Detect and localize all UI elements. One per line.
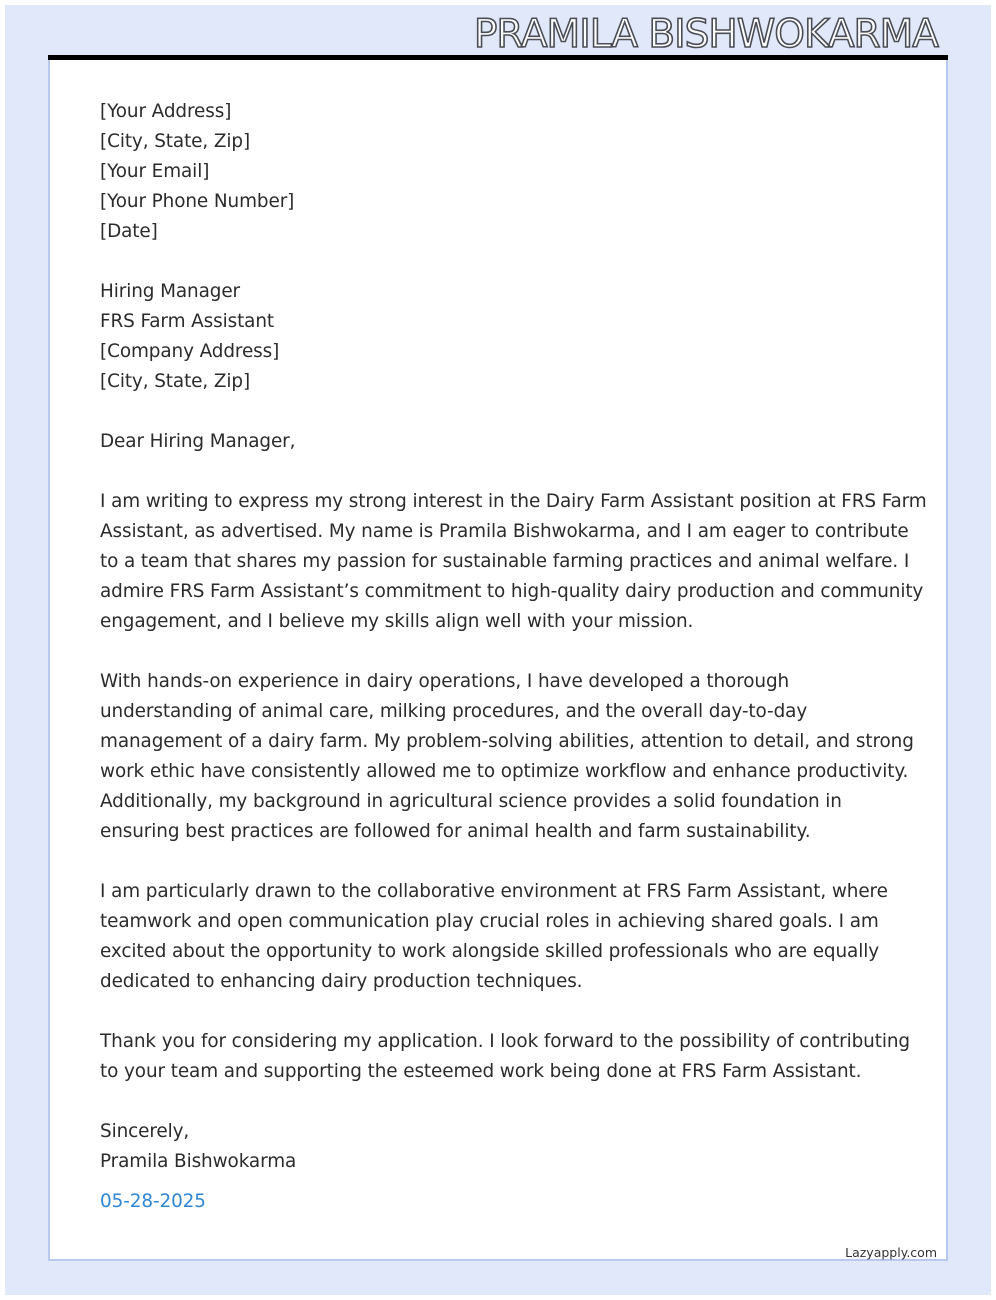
paragraph-line: dedicated to enhancing dairy production techniques. xyxy=(100,971,583,992)
paragraph-line: to a team that shares my passion for sustainable farming practices and animal welfare. I xyxy=(100,551,910,572)
recipient-company: FRS Farm Assistant xyxy=(100,311,275,332)
paragraph-line: excited about the opportunity to work alongside skilled professionals who are equally xyxy=(100,941,880,962)
paragraph-line: work ethic have consistently allowed me to optimize workflow and enhance productivity. xyxy=(100,761,909,782)
footer-date: 05-28-2025 xyxy=(100,1191,206,1212)
paragraph-line: Additionally, my background in agricultural science provides a solid foundation in xyxy=(100,791,842,812)
recipient-title: Hiring Manager xyxy=(100,281,240,302)
paragraph-line: I am writing to express my strong interest in the Dairy Farm Assistant position at FRS Farm xyxy=(100,491,927,512)
paragraph-line: admire FRS Farm Assistant’s commitment to high-quality dairy production and community xyxy=(100,581,924,602)
sender-phone: [Your Phone Number] xyxy=(100,191,295,212)
closing: Sincerely, xyxy=(100,1121,190,1142)
brand-watermark: Lazyapply.com xyxy=(845,1245,937,1260)
body-paragraph-3 xyxy=(100,877,900,997)
paragraph-line: With hands-on experience in dairy operations, I have developed a thorough xyxy=(100,671,790,692)
paragraph-line: I am particularly drawn to the collaborative environment at FRS Farm Assistant, where xyxy=(100,881,888,902)
applicant-name-header: PRAMILA BISHWOKARMA xyxy=(473,12,938,57)
paragraph-line: Thank you for considering my application. I look forward to the possibility of contributing xyxy=(100,1031,910,1052)
body-paragraph-2 xyxy=(100,667,914,847)
sender-date: [Date] xyxy=(100,221,158,242)
body-paragraph-1 xyxy=(100,487,927,637)
body-paragraph-4 xyxy=(100,1027,910,1087)
recipient-address: [Company Address] xyxy=(100,341,280,362)
letter-body xyxy=(100,97,927,1217)
paragraph-line: understanding of animal care, milking procedures, and the overall day-to-day xyxy=(100,701,808,722)
paragraph-line: management of a dairy farm. My problem-solving abilities, attention to detail, and strong xyxy=(100,731,914,752)
recipient-city-state-zip: [City, State, Zip] xyxy=(100,371,251,392)
paragraph-line: teamwork and open communication play crucial roles in achieving shared goals. I am xyxy=(100,911,879,932)
sender-email: [Your Email] xyxy=(100,161,210,182)
sender-city-state-zip: [City, State, Zip] xyxy=(100,131,251,152)
paragraph-line: to your team and supporting the esteemed work being done at FRS Farm Assistant. xyxy=(100,1061,862,1082)
sender-address: [Your Address] xyxy=(100,101,232,122)
salutation: Dear Hiring Manager, xyxy=(100,431,296,452)
signature-name: Pramila Bishwokarma xyxy=(100,1151,297,1172)
paragraph-line: ensuring best practices are followed for animal health and farm sustainability. xyxy=(100,821,811,842)
paragraph-line: engagement, and I believe my skills align well with your mission. xyxy=(100,611,694,632)
paragraph-line: Assistant, as advertised. My name is Pramila Bishwokarma, and I am eager to contribute xyxy=(100,521,909,542)
